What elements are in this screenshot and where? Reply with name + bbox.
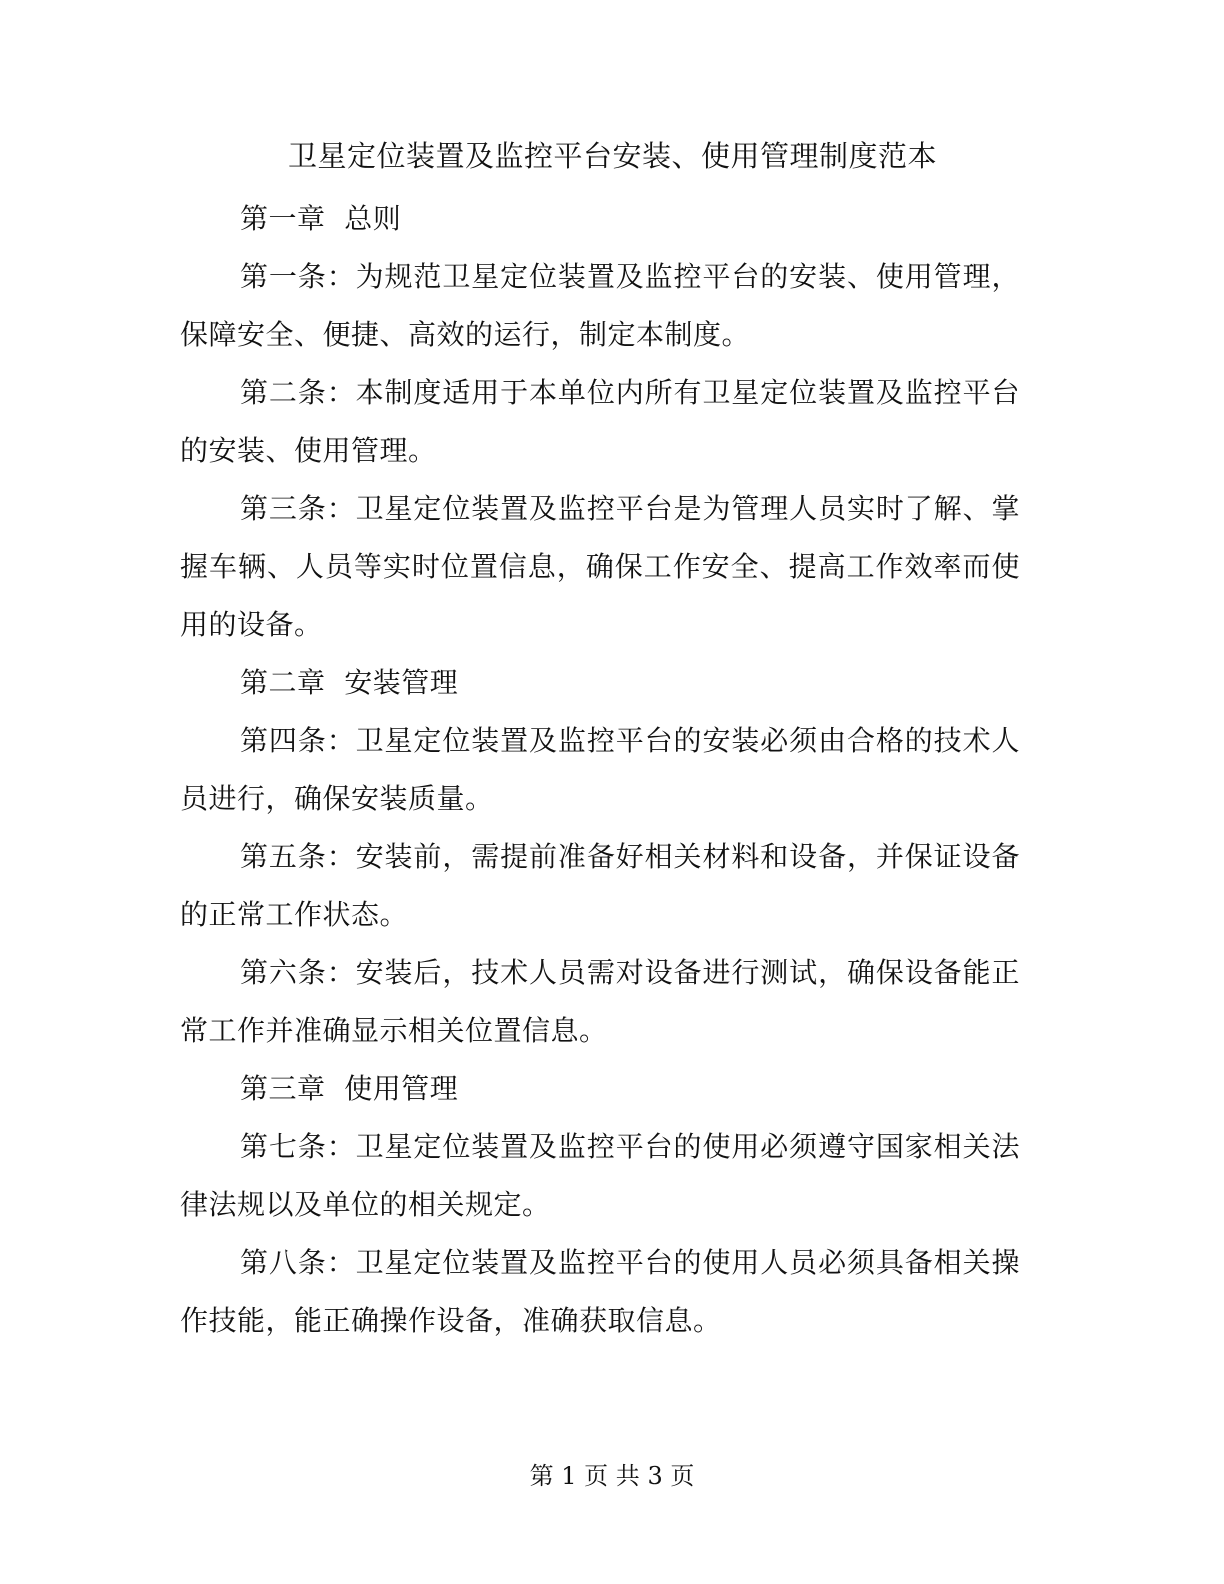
article-7: 第七条：卫星定位装置及监控平台的使用必须遵守国家相关法律法规以及单位的相关规定。 xyxy=(180,1130,1020,1221)
article-6: 第六条：安装后，技术人员需对设备进行测试，确保设备能正常工作并准确显示相关位置信息。 xyxy=(180,956,1020,1047)
article-5: 第五条：安装前，需提前准备好相关材料和设备，并保证设备的正常工作状态。 xyxy=(180,840,1020,931)
article-2: 第二条：本制度适用于本单位内所有卫星定位装置及监控平台的安装、使用管理。 xyxy=(180,376,1020,467)
page-number-footer: 第 1 页 共 3 页 xyxy=(529,1462,695,1490)
chapter-heading-2: 第二章 安装管理 xyxy=(240,666,459,699)
article-1: 第一条：为规范卫星定位装置及监控平台的安装、使用管理，保障安全、便捷、高效的运行，制定本制度。 xyxy=(180,260,1020,351)
document-body xyxy=(180,132,1020,1350)
article-3: 第三条：卫星定位装置及监控平台是为管理人员实时了解、掌握车辆、人员等实时位置信息，确保工作安全、提高工作效率而使用的设备。 xyxy=(180,492,1020,641)
article-4: 第四条：卫星定位装置及监控平台的安装必须由合格的技术人员进行，确保安装质量。 xyxy=(180,724,1020,815)
article-8: 第八条：卫星定位装置及监控平台的使用人员必须具备相关操作技能，能正确操作设备，准确获取信息。 xyxy=(180,1246,1020,1337)
chapter-heading-1: 第一章 总则 xyxy=(240,202,402,235)
chapter-heading-3: 第三章 使用管理 xyxy=(240,1072,459,1105)
document-title: 卫星定位装置及监控平台安装、使用管理制度范本 xyxy=(288,139,938,173)
